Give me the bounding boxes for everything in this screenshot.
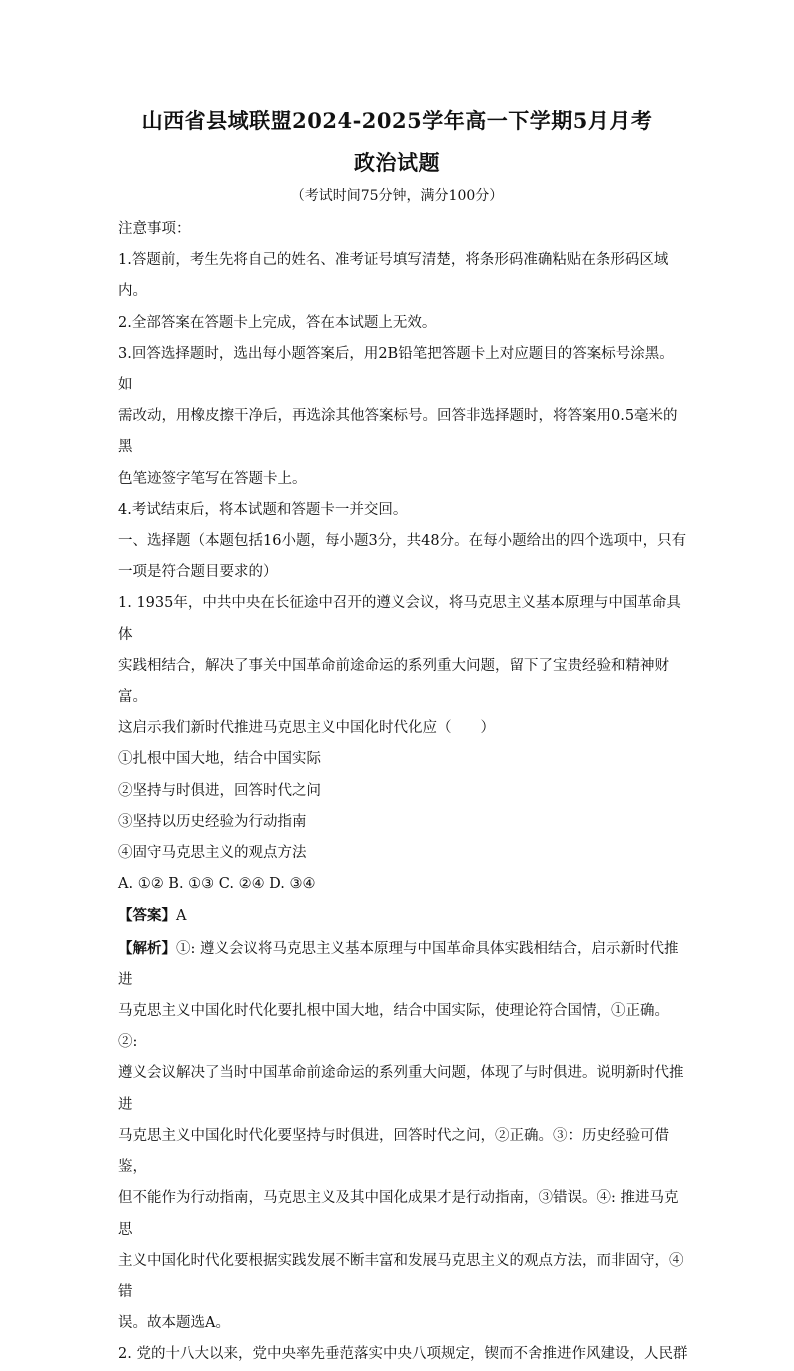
notice-item: 3.回答选择题时，选出每小题答案后，用2B铅笔把答题卡上对应题目的答案标号涂黑。如 <box>118 345 674 394</box>
notice-item: 1.答题前，考生先将自己的姓名、准考证号填写清楚，将条形码准确粘贴在条形码区域内。 <box>118 252 669 300</box>
analysis-line: 误。故本题选A。 <box>118 1315 230 1332</box>
analysis-line: 马克思主义中国化时代化要扎根中国大地，结合中国实际，使理论符合国情，①正确。②: <box>118 1003 669 1051</box>
analysis-line: 遵义会议解决了当时中国革命前途命运的系列重大问题，体现了与时俱进。说明新时代推进 <box>118 1065 684 1113</box>
question-statement: ①扎根中国大地，结合中国实际 <box>118 751 321 768</box>
notice-item: 2.全部答案在答题卡上完成，答在本试题上无效。 <box>118 314 437 331</box>
question-stem: 2. 党的十八大以来，党中央率先垂范落实中央八项规定，锲而不舍推进作风建设，人民群 <box>118 1346 688 1363</box>
exam-subject-title: 政治试题 <box>354 150 440 175</box>
question-statement: ④固守马克思主义的观点方法 <box>118 845 307 862</box>
exam-body <box>118 214 688 1371</box>
section-heading: 一项是符合题目要求的） <box>118 564 278 581</box>
answer-line <box>118 900 688 932</box>
analysis-label: 【解析】 <box>118 939 176 957</box>
question-stem: 这启示我们新时代推进马克思主义中国化时代化应（ ） <box>118 720 495 737</box>
analysis-line: 马克思主义中国化时代化要坚持与时俱进，回答时代之问，②正确。③：历史经验可借鉴， <box>118 1127 669 1176</box>
question-options: A. ①② B. ①③ C. ②④ D. ③④ <box>118 876 316 893</box>
question-statement: ③坚持以历史经验为行动指南 <box>118 813 307 830</box>
question-stem: 实践相结合，解决了事关中国革命前途命运的系列重大问题，留下了宝贵经验和精神财富。 <box>118 657 669 706</box>
answer-label: 【答案】 <box>118 907 176 925</box>
notice-heading: 注意事项： <box>118 221 191 237</box>
notice-item: 色笔迹签字笔写在答题卡上。 <box>118 470 307 487</box>
notice-item: 需改动，用橡皮擦干净后，再选涂其他答案标号。回答非选择题时，将答案用0.5毫米的黑 <box>118 408 678 456</box>
section-heading: 一、选择题（本题包括16小题，每小题3分，共48分。在每小题给出的四个选项中，只有 <box>118 533 687 550</box>
answer-value: A <box>176 908 187 925</box>
analysis-line: 但不能作为行动指南，马克思主义及其中国化成果才是行动指南，③错误。④: 推进马克思 <box>118 1190 679 1238</box>
notice-item: 4.考试结束后，将本试题和答题卡一并交回。 <box>118 501 408 518</box>
analysis-line <box>118 933 688 996</box>
exam-time-info: （考试时间75分钟，满分100分） <box>290 188 504 204</box>
question-statement: ②坚持与时俱进，回答时代之问 <box>118 782 321 799</box>
exam-title: 山西省县域联盟2024-2025学年高一下学期5月月考 <box>141 108 653 133</box>
analysis-text: ①: 遵义会议将马克思主义基本原理与中国革命具体实践相结合，启示新时代推进 <box>118 940 679 988</box>
analysis-line: 主义中国化时代化要根据实践发展不断丰富和发展马克思主义的观点方法，而非固守，④错 <box>118 1252 684 1300</box>
question-stem: 1. 1935年，中共中央在长征途中召开的遵义会议，将马克思主义基本原理与中国革命具体 <box>118 595 681 643</box>
